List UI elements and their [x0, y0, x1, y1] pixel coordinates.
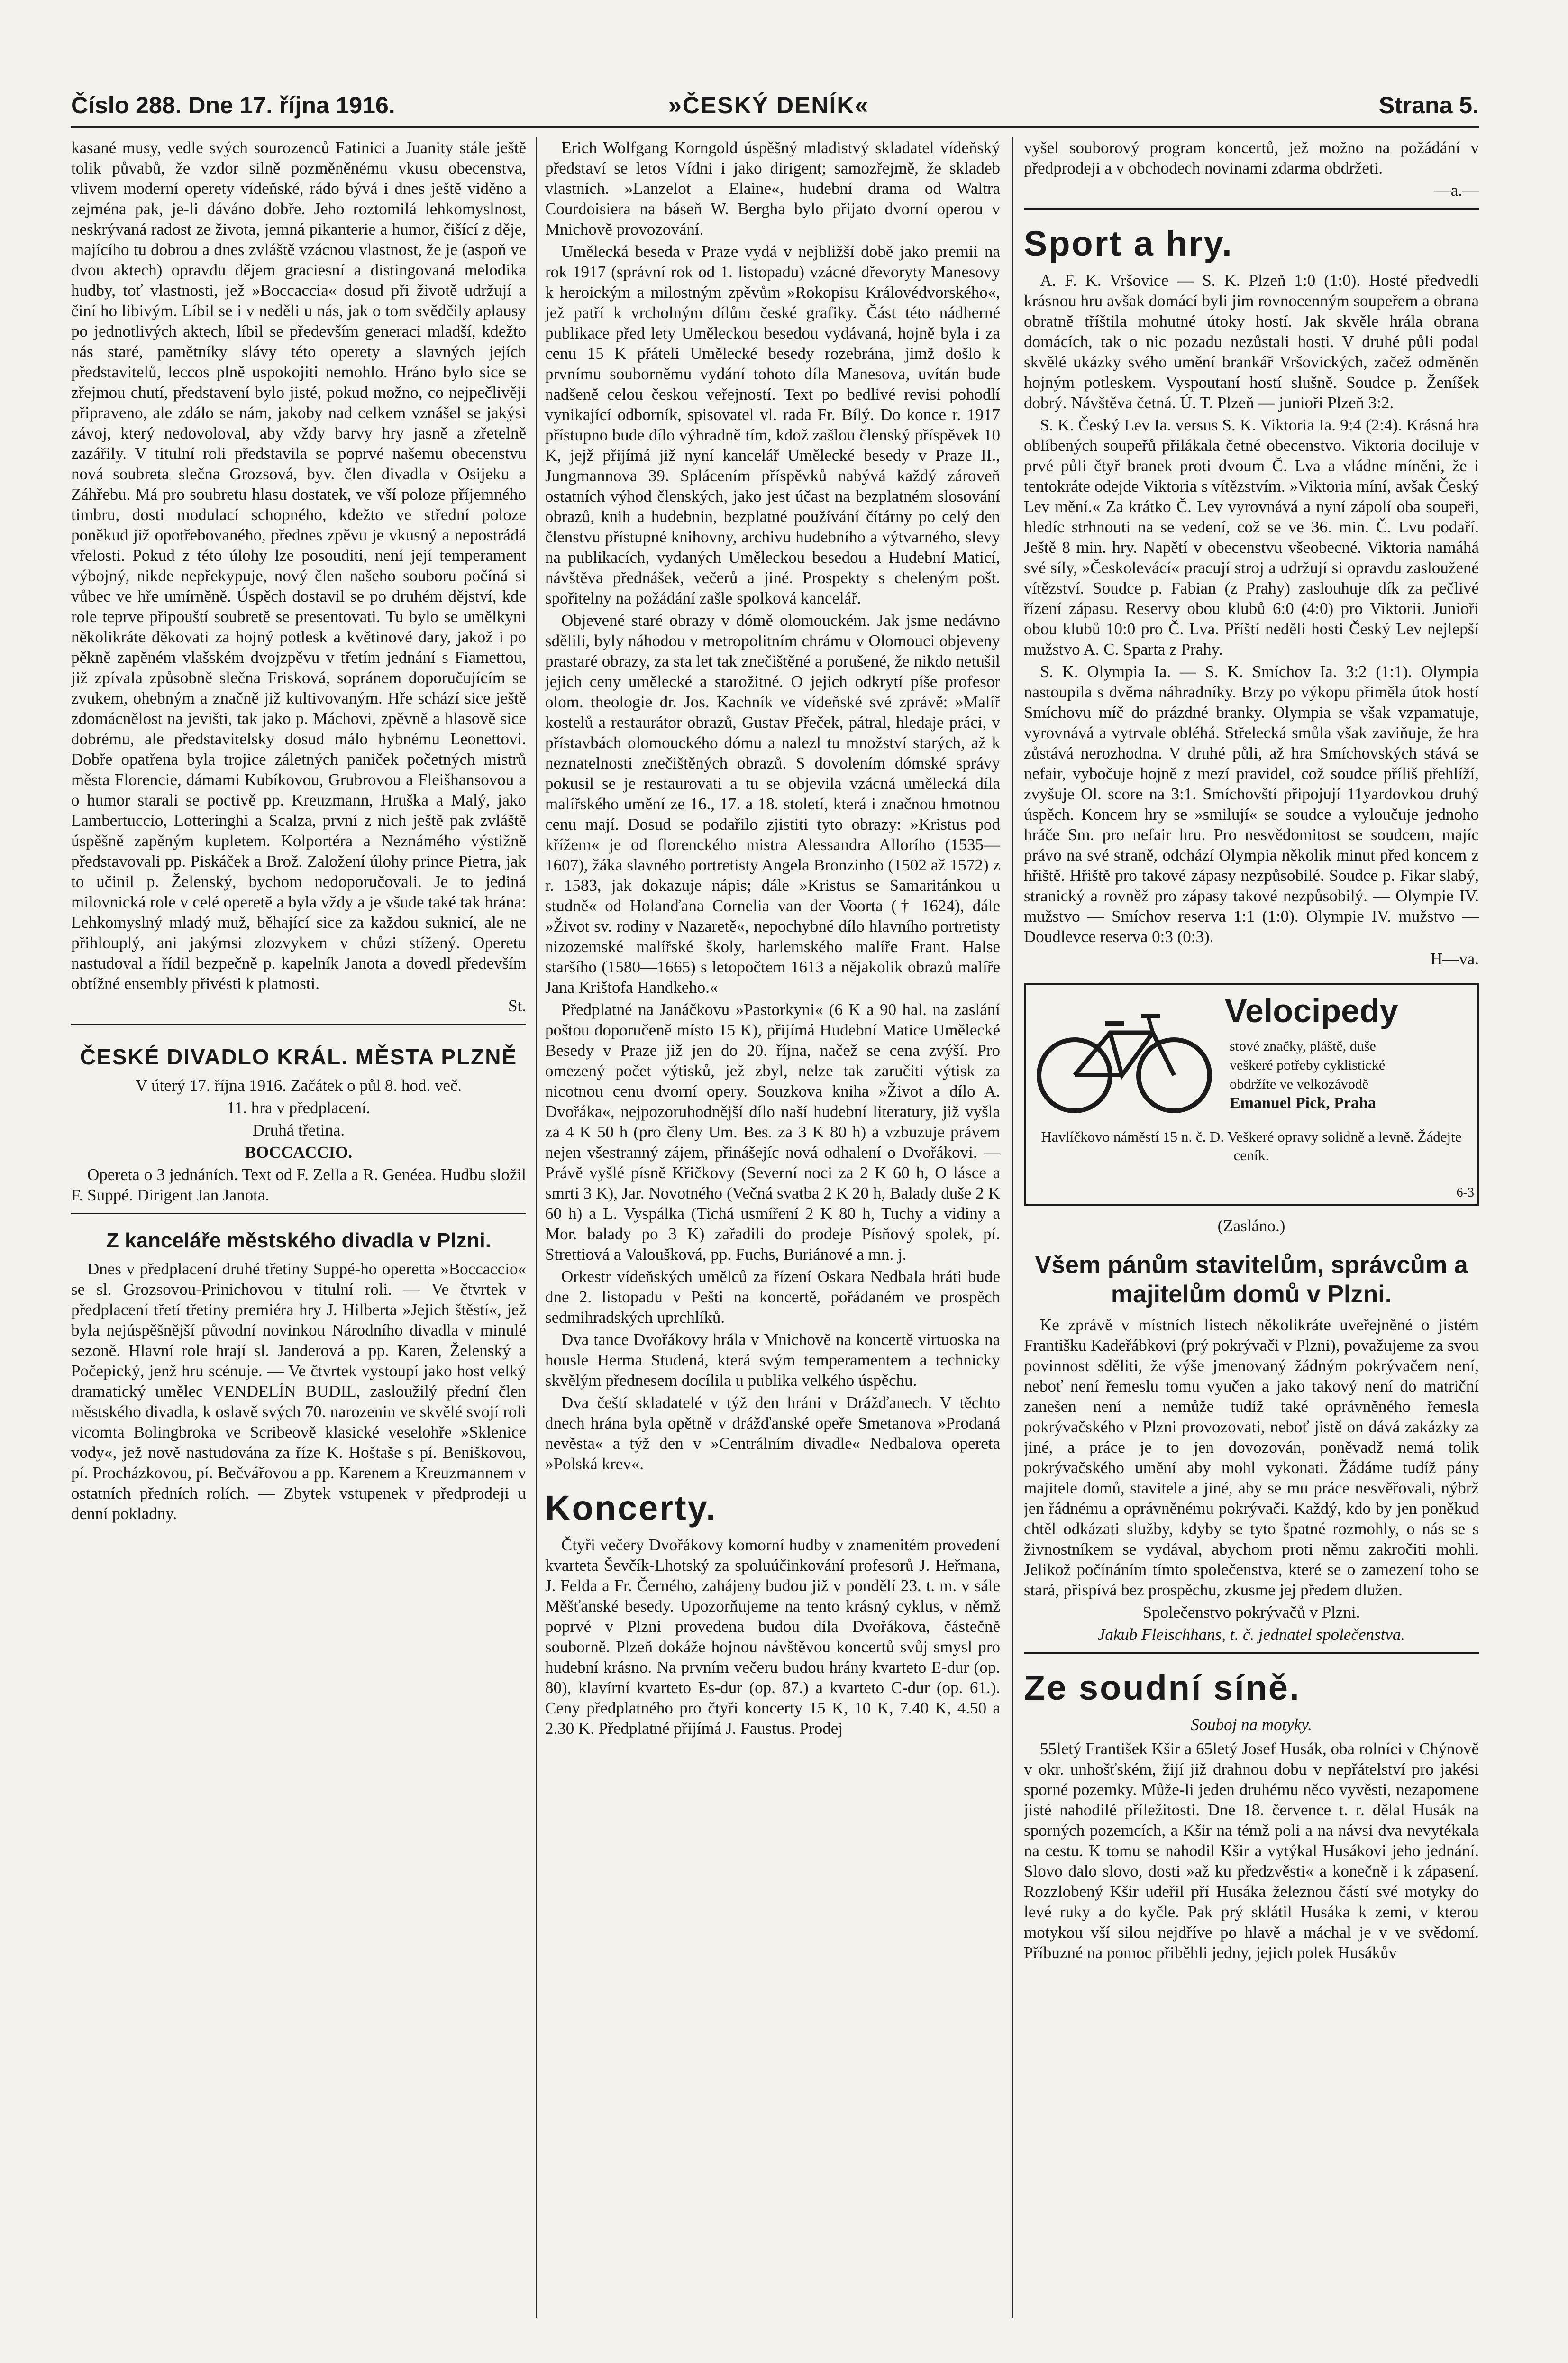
advert-title: Velocipedy [1225, 992, 1398, 1029]
culture-note: Dva čeští skladatelé v týž den hráni v Drážďanech. V těchto dnech hrána byla opětně v drážďanské opeře Smetanova »Prodaná nevěsta« a týž den v »Centrálním divadle« Nedbalova opereta »Polská krev«. [545, 1393, 1000, 1473]
bicycle-icon [1034, 995, 1214, 1118]
newspaper-page [71, 88, 1479, 2345]
divider [71, 1213, 526, 1214]
bicycle-advert [1024, 983, 1479, 1206]
culture-note: Umělecká beseda v Praze vydá v nejbližší době jako premii na rok 1917 (správní rok od 1. listopadu) vzácné dřevoryty Manesovy k heroickým a milostným zpěvům »Rokopisu Královédvorského«, jež patří k vrcholným dílům české grafiky. Část této nádherné publikace před lety Uměleckou besedou vydávaná, hojně byla i za cenu 15 K přáteli Umělecké besedy rozebrána, jimž došlo k prvnímu souborněmu vydání tohoto díla Manesova, uvítán bude nadšeně celou českou veřejností. Text po bedlivé revisi pohodlí vynikající odborník, spisovatel vl. rada Fr. Bílý. Do konce r. 1917 přístupno bude dílo výhradně tím, kdož zašlou členský příspěvek 10 K, jejž přijímá již nyní kancelář Umělecké besedy v Praze II., Jungmannova 39. Splácením příspěvků nabývá každý zároveň ostatních výhod členských, jako jest účast na bezplatném slosování obrazů, knih a hudebnin, bezplatné používání čítárny po celý den členstvu přístupné knihovny, archivu hudebního a výtvarného, slevy na publikacích, vydaných Uměleckou besedou a Hudební Maticí, návštěva přednášek, večerů a jiné. Prospekty s cheleným pošt. spořitelny na požádání zašle spolková kancelář. [545, 242, 1000, 607]
page-number: Strana 5. [1378, 92, 1479, 119]
column-rule [1012, 137, 1013, 2318]
concerts-heading: Koncerty. [545, 1488, 717, 1528]
advert-line: stové značky, pláště, duše [1230, 1038, 1376, 1054]
court-heading: Ze soudní síně. [1024, 1668, 1301, 1707]
notice-heading: Všem pánům stavitelům, správcům a majitelům domů v Plzni. [1035, 1251, 1468, 1308]
advert-line: veškeré potřeby cyklistické [1230, 1057, 1386, 1073]
theatre-line: Druhá třetina. [252, 1121, 345, 1139]
divider [1024, 208, 1479, 210]
divider [71, 1024, 526, 1025]
notice-signature: Jakub Fleischhans, t. č. jednatel společenstva. [1097, 1625, 1405, 1644]
newspaper-title: »ČESKÝ DENÍK« [668, 92, 869, 119]
column-2 [545, 137, 1000, 2337]
masthead [71, 88, 1479, 128]
column-1 [71, 137, 526, 2337]
program-note: vyšel souborový program koncertů, jež možno na požádání v předprodeji a v obchodech novinami zdarma obdržeti. [1024, 138, 1479, 177]
divider [1024, 1652, 1479, 1654]
sport-report: A. F. K. Vršovice — S. K. Plzeň 1:0 (1:0). Hosté předvedli krásnou hru avšak domácí byli jim rovnocenným soupeřem a obrana obratně tříštila mohutné útoky hostí. Jak skvěle hrála obrana domácích, tak o nic pozadu nezůstali hosti. V druhé půli podal skvělé ukázky svého umění brankář Vršovických, začež odměněn hojným potleskem. Vyspoutaní hostí slušně. Soudce p. Ženíšek dobrý. Návštěva četná. Ú. T. Plzeň — junioři Plzeň 3:2. [1024, 271, 1479, 412]
program-signature: —a.— [1434, 181, 1479, 200]
advert-line: obdržíte ve velkozávodě [1230, 1076, 1369, 1092]
advert-number: 6-3 [1456, 1185, 1474, 1200]
theatre-line: V úterý 17. října 1916. Začátek o půl 8. hod. več. [135, 1076, 462, 1095]
court-subheading: Souboj na motyky. [1191, 1715, 1312, 1734]
sport-report: S. K. Český Lev Ia. versus S. K. Viktoria Ia. 9:4 (2:4). Krásná hra oblíbených soupeřů přilákala četné obecenstvo. Viktoria dociluje v prvé půli čtyř branek proti dvoum Č. Lva a vládne míněni, že i tentokráte odejde Viktoria s vítězstvím. »Viktoria míní, avšak Český Lev mění.« Za krátko Č. Lev vyrovnává a nyní zápolí oba soupeři, hledíc strhnouti na se vedení, což se ve 36. min. Č. Lvu podaří. Ještě 8 min. hry. Napětí v obecenstvu všeobecné. Viktoria namáhá své síly, »Českolevácí« pracují stroj a udržují si opravdu zasloužené vítězství. Soudce p. Fabian (z Prahy) zaslouhuje dík za pečlivé řízení zápasu. Reservy obou klubů 6:0 (4:0) pro Viktorii. Junioři obou klubů 10:0 pro Č. Lva. Příští neděli hosti Český Lev nejlepší mužstvo A. C. Sparta z Prahy. [1024, 416, 1479, 659]
issue-date: Číslo 288. Dne 17. října 1916. [71, 92, 395, 119]
sport-signature: H—va. [1430, 950, 1479, 968]
theatre-play-title: BOCCACCIO. [245, 1143, 353, 1162]
theatre-heading: ČESKÉ DIVADLO KRÁL. MĚSTA PLZNĚ [80, 1044, 518, 1069]
advert-company: Emanuel Pick, Praha [1230, 1094, 1376, 1112]
advert-address: Havlíčkovo náměstí 15 n. č. D. Veškeré opravy solidně a levně. Žádejte ceník. [1041, 1128, 1462, 1163]
sport-report: S. K. Olympia Ia. — S. K. Smíchov Ia. 3:2 (1:1). Olympia nastoupila s dvěma náhradníky. Brzy po výkopu přiměla útok hostí Smíchovu míč do prázdné branky. Olympia se však vzpamatuje, vyrovnává a vytrvale obléhá. Střelecká smůla však zaviňuje, že hra zůstává nerozhodna. V druhé půli, až hra Smíchovských stává se nefair, vybočuje hojně z mezí pravidel, což soudce příliš přehlíží, zvyšuje Ol. score na 3:1. Smíchovští připojují 11yardovkou druhý úspěch. Koncem hry se »smilují« se soudce a vyloučuje jednoho hráče Sm. pro nefair hru. Pro nesvědomitost se soudcem, majíc právo na své straně, odchází Olympia několik minut před koncem z hřiště. Hřiště pro takové zápasy nezpůsobilé. Soudce p. Fikar slabý, stranický a rovněž pro zápasy takové nezpůsobilý. — Olympie IV. mužstvo — Smíchov reserva 1:1 (1:0). Olympie IV. mužstvo — Doudlevce reserva 0:3 (0:3). [1024, 662, 1479, 946]
culture-note: Předplatné na Janáčkovu »Pastorkyni« (6 K a 90 hal. na zaslání poštou doporučeně místo 15 K), přijímá Hudební Matice Umělecké Besedy v Praze již jen do 20. října, načež se cena zvýší. Pro omezený počet výtisků, jež zbyl, nelze tak zaručiti výtisk za nicotnou cenu dvorní opery. Souzkova kniha »Život a dílo A. Dvořáka«, nejpozoruhodnější dílo naší hudební literatury, již vyšla za 4 K 50 h (pro členy Um. Bes. za 3 K 80 h) a vzbuzuje právem nejen všestranný zájem, přinášejíc nová odhalení o Dvořákovi. — Právě vyšlé písně Křičkovy (Severní noci za 2 K 60 h, O lásce a smrti 3 K), Jar. Novotného (Večná svatba 2 K 20 h, Balady duše 2 K 60 h) a L. Vyspálka (Tichá usmíření 2 K 80 h, Tuchy a vidiny a Mor. balady po 3 K) zařadili do prodeje Písňový spolek, pí. Strettiová a Valoušková, pp. Fuchs, Buriánové a mn. j. [545, 1000, 1000, 1264]
notice-signature: Společenstvo pokrývačů v Plzni. [1142, 1603, 1360, 1621]
theatre-line: 11. hra v předplacení. [227, 1099, 371, 1117]
column-3 [1024, 137, 1479, 2337]
sport-heading: Sport a hry. [1024, 224, 1233, 263]
notice-tag: (Zasláno.) [1217, 1217, 1285, 1235]
notice-text: Ke zprávě v místních listech několikráte uveřejněné o jistém Františku Kadeřábkovi (prý pokrývači v Plzni), považujeme za svou povinnost sděliti, že výše jmenovaný žádným pokrývačem není, neboť není řemeslu tomu vyučen a jako takový není do matriční zanešen není a nemůže tudíž také oprávněného řemesla pokrývačského v Plzni provozovati, neboť jistě on dává zakázky za jiné, a práce je to jen dovozován, poněvadž nemá tolik pokrývačského umění aby mohl vykonati. Žádáme tudíž pány majitele domů, stavitele a jiné, aby se mu práce nesvěřovali, nýbrž jen řádnému a oprávněnému pokrývači. Každý, kdo by jen poněkud chtěl odkázati služby, kdyby se tyto špatné rozmohly, o nás se s živnostníkem se vydával, abychom proti němu zakročiti mohli. Jelikož počínáním tímto společenstva, které se o zamezení toho se stará, přispívá bez prospěchu, zkusme jej předem dlužen. [1024, 1316, 1479, 1599]
office-text: Dnes v předplacení druhé třetiny Suppé-ho operetta »Boccaccio« se sl. Grozsovou-Prinichovou v titulní roli. — Ve čtvrtek v předplacení třetí třetiny premiéra hry J. Hilberta »Jejich štěstí«, jež byla nejúspěšnější původní novinkou Národního divadla v minulé sezoně. Hlavní role hrají sl. Janderová a pp. Karen, Želenský a Počepický, jenž hru scénuje. — Ve čtvrtek vystoupí jako host velký dramatický umělec VENDELÍN BUDIL, zasloužilý přední člen městského divadla, k oslavě svých 70. narozenin ve skvělé svojí roli vicomta Bolingbroka ve Scribeově klasické veselohře »Sklenice vody«, jež nově nastudována za říze K. Hoštaše s pí. Beniškovou, pí. Procházkovou, pí. Bečvářovou a pp. Karenem a Kreuzmannem v ostatních předních rolích. — Zbytek vstupenek v předprodeji u denní pokladny. [71, 1260, 526, 1523]
concerts-text: Čtyři večery Dvořákovy komorní hudby v znamenitém provedení kvarteta Ševčík-Lhotský za spoluúčinkování profesorů J. Heřmana, J. Felda a Fr. Černého, zahájeny budou již v pondělí 23. t. m. v sále Měšťanské besedy. Upozorňujeme na tento krásný cyklus, v němž poprvé v Plzni provedena budou díla Dvořákova, částečně souborně. Plzeň dokáže hojnou návštěvou koncertů svůj smysl pro hudební krásno. Na prvním večeru budou hrány kvarteto E-dur (op. 80), klavírní kvarteto Es-dur (op. 87.) a kvarteto C-dur (op. 61.). Ceny předplatného pro čtyři koncerty 15 K, 10 K, 7.40 K, 4.50 a 2.30 K. Předplatné přijímá J. Faustus. Prodej [545, 1536, 1000, 1738]
culture-note: Orkestr vídeňských umělců za řízení Oskara Nedbala hráti bude dne 2. listopadu v Pešti na koncertě, pořádaném ve prospěch sedmihradských uprchlíků. [545, 1267, 1000, 1327]
court-text: 55letý František Kšir a 65letý Josef Husák, oba rolníci v Chýnově v okr. unhošťském, žijí již drahnou dobu v nepřátelství pro jakési sporné pozemky. Může-li jeden druhému něco vyvěsti, nezapomene jisté nahodilé příležitosti. Dne 18. července t. r. dělal Husák na sporných pozemcích, a Kšir na témž poli a na návsi dva nevytékala na cestu. K tomu se nahodil Kšir a vytýkal Husákovi jeho jednání. Slovo dalo slovo, dosti »až ku předzvěsti« a konečně i k zápasení. Rozzlobený Kšir udeřil pří Husáka železnou částí své motyky do levé ruky a do kyčle. Pak prý sklátil Husáka k zemi, v kterou motykou vší silou nejdříve po hlavě a máchal je v ve svědomí. Příbuzné na pomoc přiběhli jedny, jejich polek Husákův [1024, 1740, 1479, 1962]
office-heading: Z kanceláře městského divadla v Plzni. [106, 1229, 491, 1252]
column-rule [536, 137, 537, 2318]
culture-note: Objevené staré obrazy v dómě olomouckém. Jak jsme nedávno sdělili, byly náhodou v metropolitním chrámu v Olomouci objeveny prastaré obrazy, za sta let tak znečištěné a porušené, že nikdo netušil jejich ceny umělecké a starožitné. O jejich odkrytí píše profesor olom. theologie dr. Jos. Kachník ve vídeňské své zprávě: »Malíř kostelů a restaurátor obrazů, Gustav Přeček, pátral, hledaje práci, v přístavbách olomouckého dómu a nalezl tu množství starých, až k neznatelnosti znečištěných obrazů. S dovolením dómské správy pokusil se je restaurovati a tu se objevila vzácná umělecká díla malířského umění ze 16., 17. a 18. století, která i značnou hmotnou cenu mají. Dosud se podařilo zjistiti tyto obrazy: »Kristus pod křížem« je od florenckého mistra Alessandra Allorího (1535—1607), žáka slavného portretisty Angela Bronzinho (1502 až 1572) z r. 1583, jak dokazuje nápis; dále »Kristus se Samaritánkou u studně« od Holanďana Cornelia van der Voorta († 1624), dále »Život sv. rodiny v Nazaretě«, nepochybné dílo hlavního portretisty nizozemské malířské školy, harlemského malíře Frant. Halse staršího (1580—1665) s letopočtem 1613 a nějakolik obrazů malíře Jana Krištofa Handkeho.« [545, 611, 1000, 997]
review-signature: St. [508, 997, 526, 1015]
review-text: kasané musy, vedle svých sourozenců Fatinici a Juanity stále ještě tolik půvabů, že vzdor silně pozměněnému vkusu obecenstva, vlivem moderní operety vídeňské, rádo bývá i dnes ještě viděno a zejména pak, je-li dáváno dobře. Jeho roztomilá lehkomyslnost, neskrývaná radost ze života, jemná pikanterie a humor, čišící z děje, majícího tu dobrou a dnes zvláště vzácnou vlastnost, že je (aspoň ve dvou aktech) opravdu dějem graciesní a distingovaná melodika hudby, toť vlastnosti, jež »Boccaccia« dosud při životě udržují a činí ho libivým. Líbil se i v neděli u nás, jak o tom svědčily aplausy po jednotlivých aktech, líbil se především generaci mladší, kdežto nás staré, pamětníky slávy této operety a slavných jejích představitelů, leccos plně uspokojiti nemohlo. Hráno bylo sice se zřejmou chutí, představení bylo jisté, pokud možno, co nejpečlivěji připraveno, ale zdálo se nám, jakoby nad celkem vznášel se jakýsi závoj, který nedovoloval, aby vždy barvy hry jasně a zřetelně zazářily. V titulní roli představila se poprvé našemu obecenstvu nová soubreta slečna Grozsová, byv. člen divadla v Osijeku a Záhřebu. Má pro soubretu hlasu dostatek, ve vší poloze příjemného timbru, dosti modulací schopného, kdežto ve střední poloze poněkud již opotřebovaného, přednes zpěvu je vkusný a nepostrádá vřelosti. Pokud z této úlohy lze posouditi, není její temperament výbojný, nikde nepřekypuje, nový člen našeho souboru počíná si vůbec ve hře umírněně. Úspěch dostavil se po druhém dějství, kde role teprve připouští soubretě se presentovati. Tu bylo se umělkyni několikráte děkovati za hojný potlesk a květinové dary, jakož i po pěkně zapěném vlašském dvojzpěvu v třetím jednání s Fiamettou, již zpívala způsobně slečna Frisková, sopránem doporučujícím se zvukem, ohebným a značně již kultivovaným. Hře schází sice ještě zdomácnělost na jevišti, tak jako p. Máchovi, zpěvně a hlasově sice dobrému, ale představitelsky dosud málo hybnému Leonettovi. Dobře opatřena byla trojice záletných paniček početných mistrů města Florencie, dámami Kubíkovou, Grubrovou a Fleišhansovou a o humor starali se poctivě pp. Kreuzmann, Hruška a Malý, jako Lambertuccio, Lotteringhi a Scalza, první z nich ještě pak zvláště úspěšně zapěným kupletem. Kolportéra a Neznámého výstižně představovali pp. Piskáček a Brož. Založení úlohy prince Pietra, jak to učinil p. Želenský, bychom nedoporučovali. Je to jediná milovnická role v celé operetě a byla vždy a je všude také tak hrána: Lehkomyslný mladý muž, běhající sice za každou suknicí, ale ne přihlouplý, ani jakýmsi zlozvykem v chůzi stížený. Operetu nastudoval a řídil bezpečně p. kapelník Janota a dovedl především obtížné ensembly přivésti k platnosti. [71, 138, 526, 993]
culture-note: Dva tance Dvořákovy hrála v Mnichově na koncertě virtuoska na housle Herma Studená, která svým temperamentem a technicky skvělým přednesem docílila u publika velkého úspěchu. [545, 1330, 1000, 1390]
theatre-line: Opereta o 3 jednáních. Text od F. Zella a R. Genéea. Hudbu složil F. Suppé. Dirigent Jan Janota. [71, 1165, 526, 1204]
culture-note: Erich Wolfgang Korngold úspěšný mladistvý skladatel vídeňský představí se letos Vídni i jako dirigent; samozřejmě, že skladeb vlastních. »Lanzelot a Elaine«, hudební drama od Waltra Courdoisiera na báseň W. Bergha bylo přijato dvorní operou v Mnichově provozování. [545, 138, 1000, 238]
